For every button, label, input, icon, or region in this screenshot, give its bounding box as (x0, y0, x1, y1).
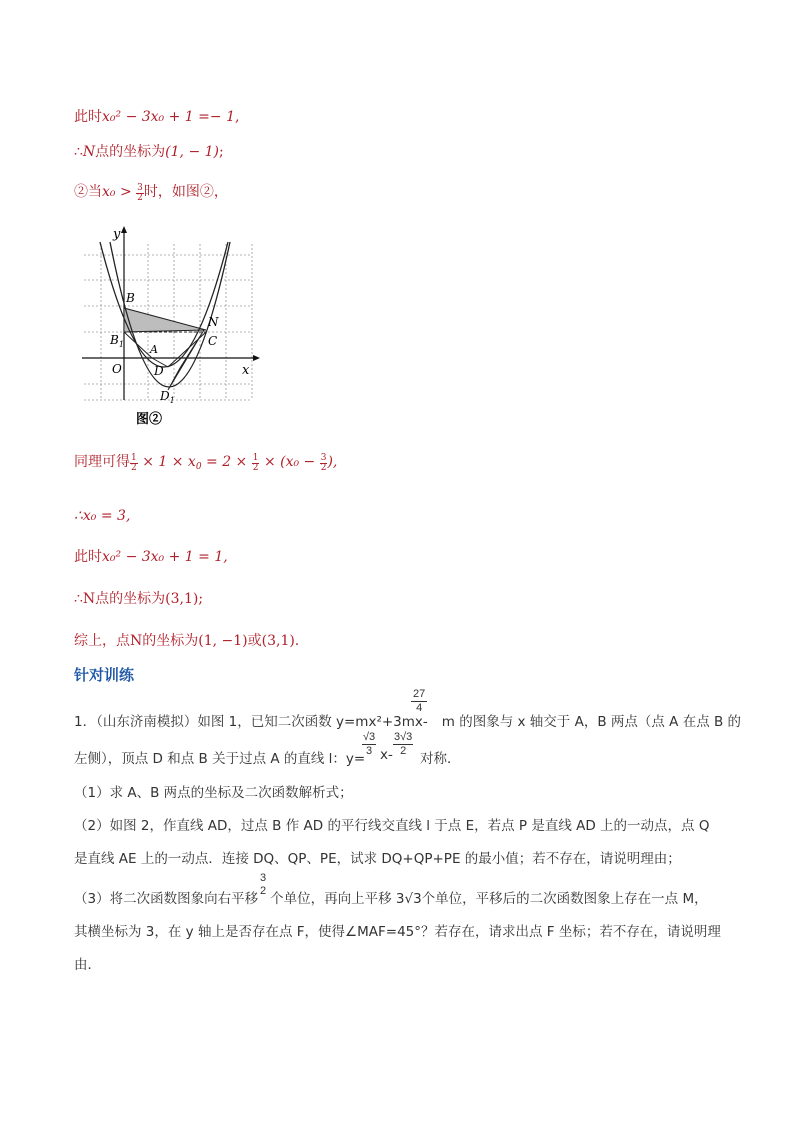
math-var: N (82, 144, 96, 160)
frac-num: 3 (320, 453, 327, 463)
text-b: 个单位，再向上平移 3√3个单位，平移后的二次函数图象上存在一点 M， (270, 891, 708, 907)
label-n: N (208, 315, 219, 329)
label-a: A (150, 343, 158, 356)
frac-den: 2 (252, 463, 259, 473)
fraction-half (130, 454, 138, 473)
math-x0: $x_0$ (187, 454, 202, 472)
shaded-triangle-b (124, 308, 206, 332)
solution-line-5: ∴x₀ = 3, (74, 508, 131, 524)
q1-frac-3sqrt3-over-2 (393, 731, 413, 758)
frac-num: 27 (413, 688, 426, 700)
solution-line-4 (74, 453, 337, 476)
frac-den: 2 (131, 463, 137, 473)
text-end: , (234, 109, 240, 125)
solution-line-7: ∴N点的坐标为(3,1); (74, 591, 204, 607)
solution-line-6 (74, 548, 228, 566)
label-d1-sub: 1 (169, 396, 175, 405)
label-x: x (242, 363, 250, 378)
text-a: 左侧），顶点 D 和点 B 关于过点 A 的直线 l：y= (74, 751, 366, 767)
q1-line-2-x: x- (380, 747, 393, 763)
frac-num: 3√3 (394, 731, 413, 743)
q1-part-3-line-3: 由． (74, 957, 101, 973)
frac-den: 3 (366, 745, 373, 757)
frac-den: 2 (400, 745, 407, 757)
label-c: C (208, 334, 218, 348)
label-b1-sub: 1 (118, 340, 124, 349)
frac-den: 2 (260, 885, 267, 897)
solution-line-2 (74, 143, 224, 161)
q1-line-1 (74, 710, 741, 730)
math-coord: (1, − 1) (165, 144, 219, 160)
text: 时，如图②， (143, 184, 228, 200)
q1-part-1: （1）求 A、B 两点的坐标及二次函数解析式； (74, 785, 353, 801)
frac-den: 2 (137, 193, 143, 203)
frac-num: 3 (260, 872, 267, 884)
frac-num: 1 (131, 453, 137, 463)
q1-frac-sqrt3-over-3 (362, 731, 376, 758)
frac-den: 4 (416, 702, 423, 714)
frac-num: 3 (137, 183, 143, 193)
solution-line-8: 综上，点N的坐标为(1, −1)或(3,1). (74, 633, 300, 649)
solution-line-1 (74, 108, 239, 126)
label-o: O (112, 362, 122, 376)
math-expression: x₀² − 3x₀ + 1 = 1, (102, 549, 228, 565)
figure-caption: 图② (136, 412, 163, 427)
math-expr-b: = 2 × (206, 454, 248, 470)
text-b: m 的图象与 x 轴交于 A，B 两点（点 A 在点 B 的 (441, 714, 742, 730)
text-prefix: 此时 (74, 109, 102, 125)
text-a: （3）将二次函数图象向右平移 (74, 891, 259, 907)
frac-den: 2 (320, 463, 327, 473)
therefore-symbol: ∴ (74, 144, 83, 160)
solution-line-3 (74, 183, 228, 203)
text-a: 1．（山东济南模拟）如图 1，已知二次函数 y=mx²+3mx- (74, 714, 428, 730)
label-d1-main: D (160, 389, 170, 403)
text-prefix: ②当 (74, 184, 102, 200)
q1-line-2 (74, 747, 365, 767)
label-y: y (113, 227, 121, 242)
figure-2 (80, 222, 260, 432)
fraction (136, 184, 144, 203)
text-prefix: 同理可得 (74, 454, 130, 470)
frac-num: √3 (363, 731, 376, 743)
label-b1 (109, 333, 124, 349)
math-var: x₀ (102, 184, 116, 200)
q1-part-2-line-1: （2）如图 2，作直线 AD，过点 B 作 AD 的平行线交直线 l 于点 E，若点 P 是直线 AD 上的一动点，点 Q (74, 818, 710, 834)
fraction-half-2 (252, 454, 260, 473)
math-expr-a: × 1 × (142, 454, 184, 470)
q1-line-2-end: 对称． (420, 751, 461, 767)
section-heading: 针对训练 (74, 666, 135, 684)
label-b1-main: B (110, 333, 119, 347)
math-op: > (119, 184, 132, 200)
q1-part-3-line-2: 其横坐标为 3，在 y 轴上是否存在点 F，使得∠MAF=45°？若存在，请求出点 F 坐标；若不存在，请说明理 (74, 924, 721, 940)
x-arrow (253, 355, 260, 361)
text-end: ; (219, 144, 224, 160)
math-expr-c: × (x₀ − (263, 454, 316, 470)
q1-part-2-line-2: 是直线 AE 上的一动点．连接 DQ、QP、PE，试求 DQ+QP+PE 的最小值；若不存在，请说明理由； (74, 851, 681, 867)
text-end: ), (327, 454, 338, 470)
math-expression: x₀² − 3x₀ + 1 =− 1 (102, 109, 235, 125)
text-prefix: 此时 (74, 549, 102, 565)
label-d: D (154, 364, 164, 378)
text: 点的坐标为 (95, 144, 166, 160)
frac-num: 1 (252, 453, 259, 463)
q1-part-3-line-1 (74, 887, 708, 907)
y-arrow (121, 226, 127, 233)
label-d1 (159, 389, 175, 405)
label-b: B (126, 291, 135, 305)
